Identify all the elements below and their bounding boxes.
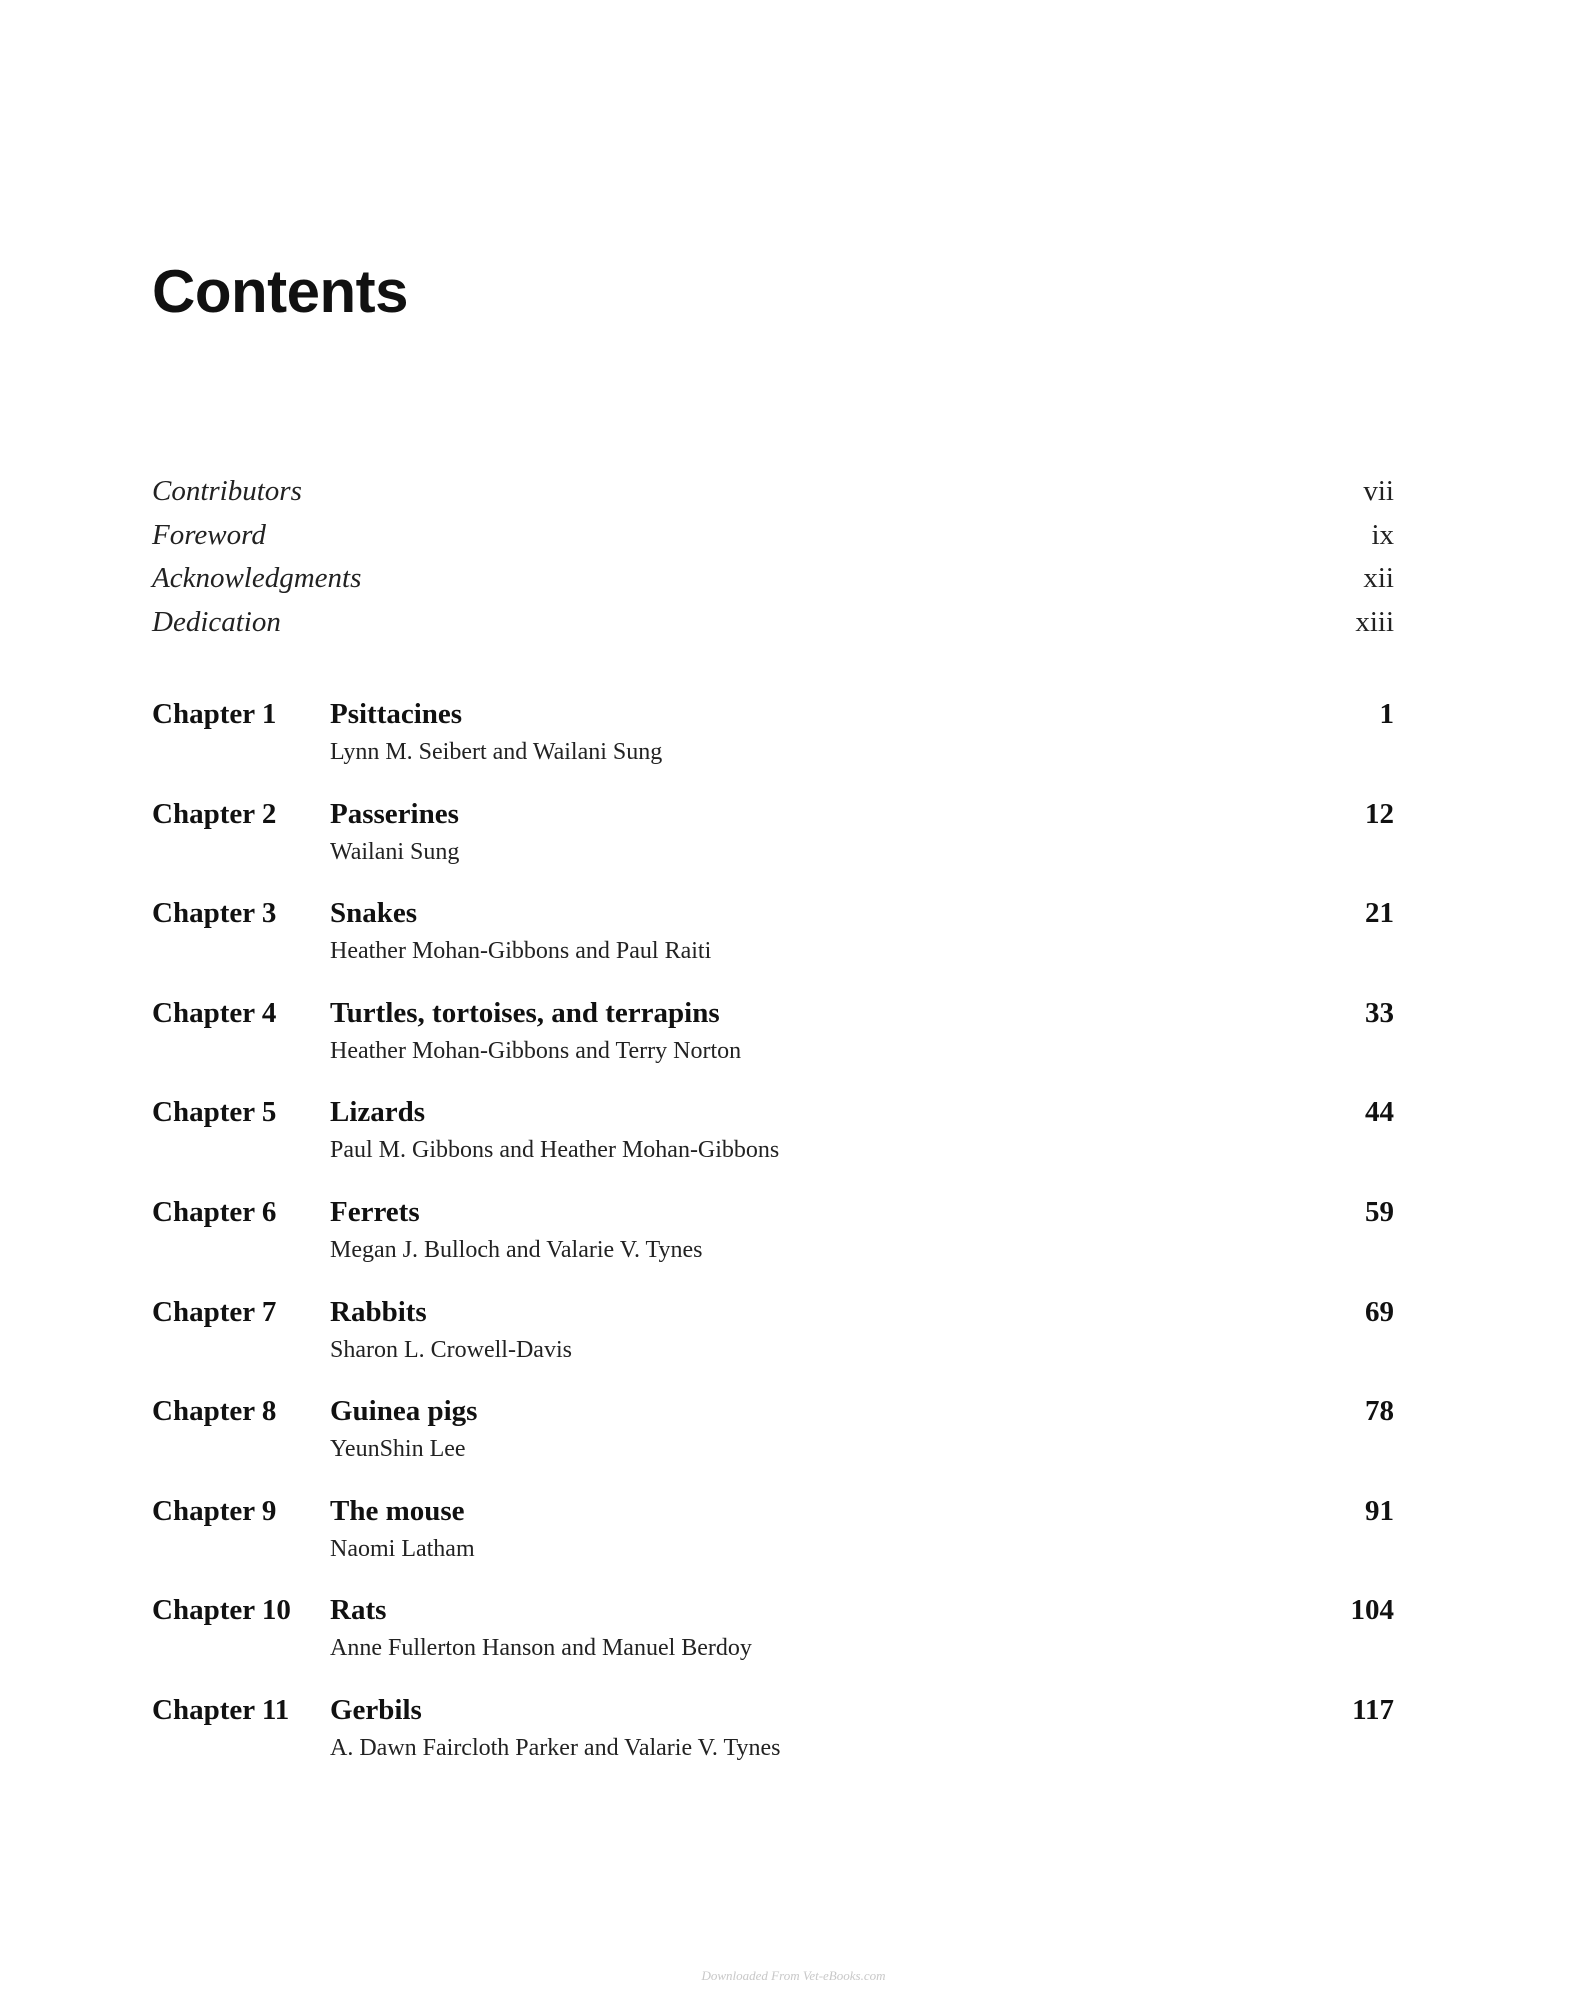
chapter-label: Chapter 11 (152, 1693, 290, 1726)
chapter-page-number: 78 (1365, 1395, 1394, 1428)
chapter-entry[interactable] (152, 1590, 1394, 1690)
chapter-page-number: 44 (1365, 1096, 1394, 1129)
chapter-authors: Heather Mohan-Gibbons and Paul Raiti (330, 938, 712, 965)
chapter-entry[interactable] (152, 794, 1394, 894)
chapter-authors: Wailani Sung (330, 838, 460, 865)
chapter-details (330, 1092, 1365, 1168)
chapter-authors: Paul M. Gibbons and Heather Mohan-Gibbons (330, 1137, 780, 1164)
chapter-details (330, 1590, 1351, 1666)
chapter-entry[interactable] (152, 1391, 1394, 1491)
chapter-page-number: 12 (1365, 797, 1394, 830)
chapter-title: Turtles, tortoises, and terrapins (330, 996, 720, 1029)
chapter-label: Chapter 9 (152, 1494, 277, 1527)
chapter-page-number: 1 (1379, 698, 1394, 730)
front-matter-page: vii (1363, 475, 1394, 507)
chapter-entry[interactable] (152, 893, 1394, 993)
front-matter-item[interactable] (152, 601, 1394, 645)
chapter-details (330, 1192, 1365, 1268)
chapter-details (330, 993, 1365, 1069)
chapter-authors: Heather Mohan-Gibbons and Terry Norton (330, 1037, 742, 1064)
chapter-title: The mouse (330, 1494, 465, 1527)
chapter-title: Ferrets (330, 1195, 420, 1228)
chapter-details (330, 1391, 1365, 1467)
chapter-page-number: 91 (1365, 1494, 1394, 1527)
chapter-authors: Megan J. Bulloch and Valarie V. Tynes (330, 1236, 703, 1263)
chapter-page-number: 117 (1352, 1693, 1394, 1726)
chapter-title: Rats (330, 1594, 387, 1627)
page-title: Contents (152, 258, 408, 325)
chapter-page-number: 33 (1365, 996, 1394, 1029)
front-matter-page: xii (1363, 562, 1394, 594)
chapter-page-number: 21 (1365, 897, 1394, 930)
chapter-page-number: 104 (1350, 1594, 1394, 1627)
chapter-label: Chapter 4 (152, 996, 277, 1029)
chapter-title: Gerbils (330, 1693, 422, 1726)
chapter-label: Chapter 10 (152, 1594, 291, 1627)
chapter-details (330, 694, 1380, 770)
footer-watermark: Downloaded From Vet-eBooks.com (701, 1968, 886, 1983)
front-matter-page: xiii (1355, 605, 1394, 638)
chapter-authors: Naomi Latham (330, 1535, 475, 1562)
chapter-entry[interactable] (152, 1192, 1394, 1292)
chapter-entry[interactable] (152, 1690, 1394, 1790)
chapter-title: Guinea pigs (330, 1395, 478, 1428)
front-matter-item[interactable] (152, 470, 1394, 514)
chapter-entry[interactable] (152, 694, 1394, 794)
chapter-title: Rabbits (330, 1295, 427, 1328)
front-matter-title: Contributors (152, 475, 302, 507)
chapter-details (330, 1292, 1365, 1368)
chapter-label: Chapter 6 (152, 1195, 277, 1228)
front-matter-page: ix (1371, 518, 1394, 551)
chapter-details (330, 1491, 1365, 1567)
front-matter-title: Acknowledgments (152, 562, 362, 594)
chapter-entry[interactable] (152, 1292, 1394, 1392)
front-matter-list (152, 470, 1394, 644)
chapter-list (152, 694, 1394, 1790)
chapter-label: Chapter 7 (152, 1295, 277, 1328)
chapter-entry[interactable] (152, 1092, 1394, 1192)
chapter-title: Snakes (330, 897, 418, 930)
chapter-entry[interactable] (152, 993, 1394, 1093)
chapter-title: Lizards (330, 1096, 426, 1129)
chapter-authors: Lynn M. Seibert and Wailani Sung (330, 739, 663, 765)
front-matter-item[interactable] (152, 557, 1394, 601)
chapter-authors: A. Dawn Faircloth Parker and Valarie V. Tynes (330, 1734, 781, 1761)
chapter-label: Chapter 2 (152, 797, 277, 830)
chapter-entry[interactable] (152, 1491, 1394, 1591)
chapter-label: Chapter 1 (152, 698, 277, 730)
chapter-authors: Anne Fullerton Hanson and Manuel Berdoy (330, 1635, 752, 1662)
chapter-title: Psittacines (330, 698, 463, 730)
chapter-details (330, 893, 1365, 969)
chapter-label: Chapter 8 (152, 1395, 277, 1428)
chapter-label: Chapter 3 (152, 897, 277, 930)
chapter-page-number: 59 (1365, 1195, 1394, 1228)
front-matter-title: Dedication (152, 605, 281, 638)
chapter-label: Chapter 5 (152, 1096, 277, 1129)
front-matter-item[interactable] (152, 514, 1394, 558)
chapter-page-number: 69 (1365, 1295, 1394, 1328)
front-matter-title: Foreword (152, 518, 266, 551)
chapter-details (330, 1690, 1352, 1766)
chapter-title: Passerines (330, 797, 459, 830)
chapter-authors: YeunShin Lee (330, 1436, 466, 1463)
chapter-authors: Sharon L. Crowell-Davis (330, 1336, 572, 1363)
chapter-details (330, 794, 1365, 870)
